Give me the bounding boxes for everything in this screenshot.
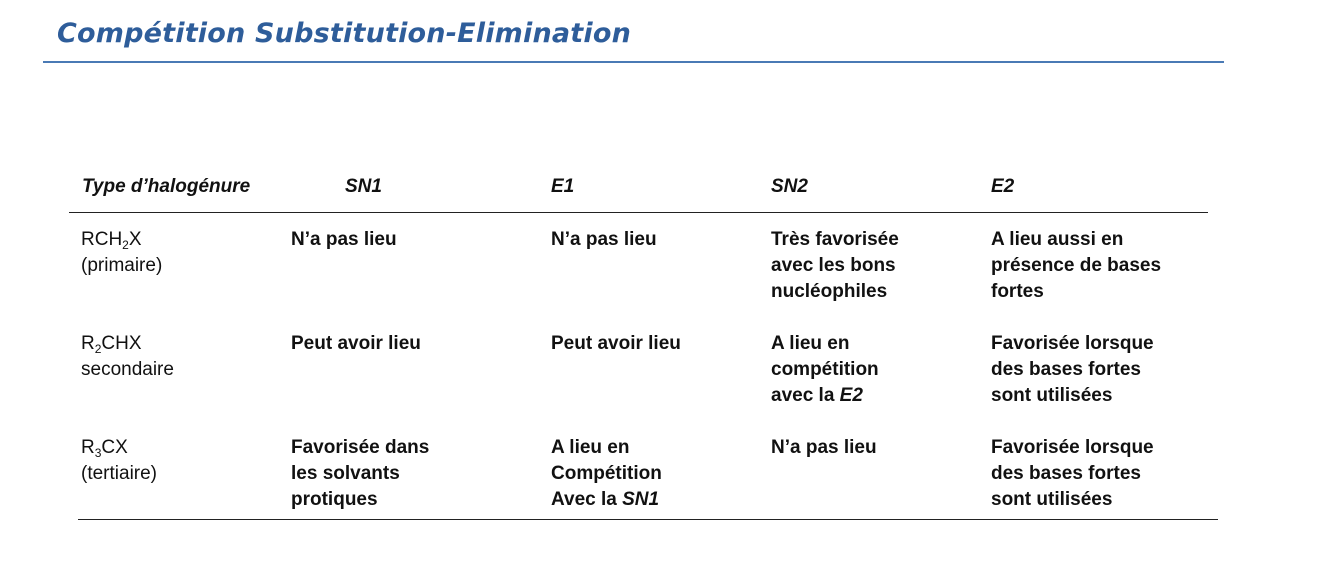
row-primaire-sn2: Très favorisée avec les bons nucléophiles — [771, 229, 899, 302]
header-type: Type d’halogénure — [82, 176, 251, 197]
halide-formula: $R_3CX$ — [81, 437, 128, 460]
row-primaire-sn1: N’a pas lieu — [291, 229, 397, 250]
header-sn1: SN1 — [345, 176, 382, 197]
row-tertiaire-sn1: Favorisée dans les solvants protiques — [291, 437, 430, 510]
halide-formula: $RCH_2X$ — [81, 229, 142, 252]
row-tertiaire-e1: A lieu en Compétition Avec la SN1 — [551, 437, 662, 510]
header-sn2: SN2 — [771, 176, 808, 197]
header-e2: E2 — [991, 176, 1015, 197]
header-e1: E1 — [551, 176, 575, 197]
bottom-rule — [78, 519, 1218, 520]
row-primaire-e1: N’a pas lieu — [551, 229, 657, 250]
row-tertiaire-type — [81, 435, 157, 487]
row-secondaire-e2: Favorisée lorsque des bases fortes sont utilisées — [991, 333, 1154, 406]
row-primaire-e2: A lieu aussi en présence de bases fortes — [991, 229, 1162, 302]
halide-class-label: (tertiaire) — [81, 463, 158, 484]
row-tertiaire-sn2: N’a pas lieu — [771, 437, 877, 458]
row-secondaire-e1: Peut avoir lieu — [551, 333, 681, 354]
row-secondaire-sn1: Peut avoir lieu — [291, 333, 421, 354]
row-primaire-type — [81, 227, 162, 279]
halide-formula: $R_2CHX$ — [81, 333, 142, 356]
halide-class-label: (primaire) — [81, 255, 163, 276]
row-tertiaire-e2: Favorisée lorsque des bases fortes sont utilisées — [991, 437, 1154, 510]
row-secondaire-sn2: A lieu en compétition avec la E2 — [771, 333, 879, 406]
header-rule — [69, 212, 1208, 213]
page-title: Compétition Substitution-Elimination — [57, 18, 632, 49]
row-secondaire-type — [81, 331, 174, 383]
halide-class-label: secondaire — [81, 359, 174, 380]
